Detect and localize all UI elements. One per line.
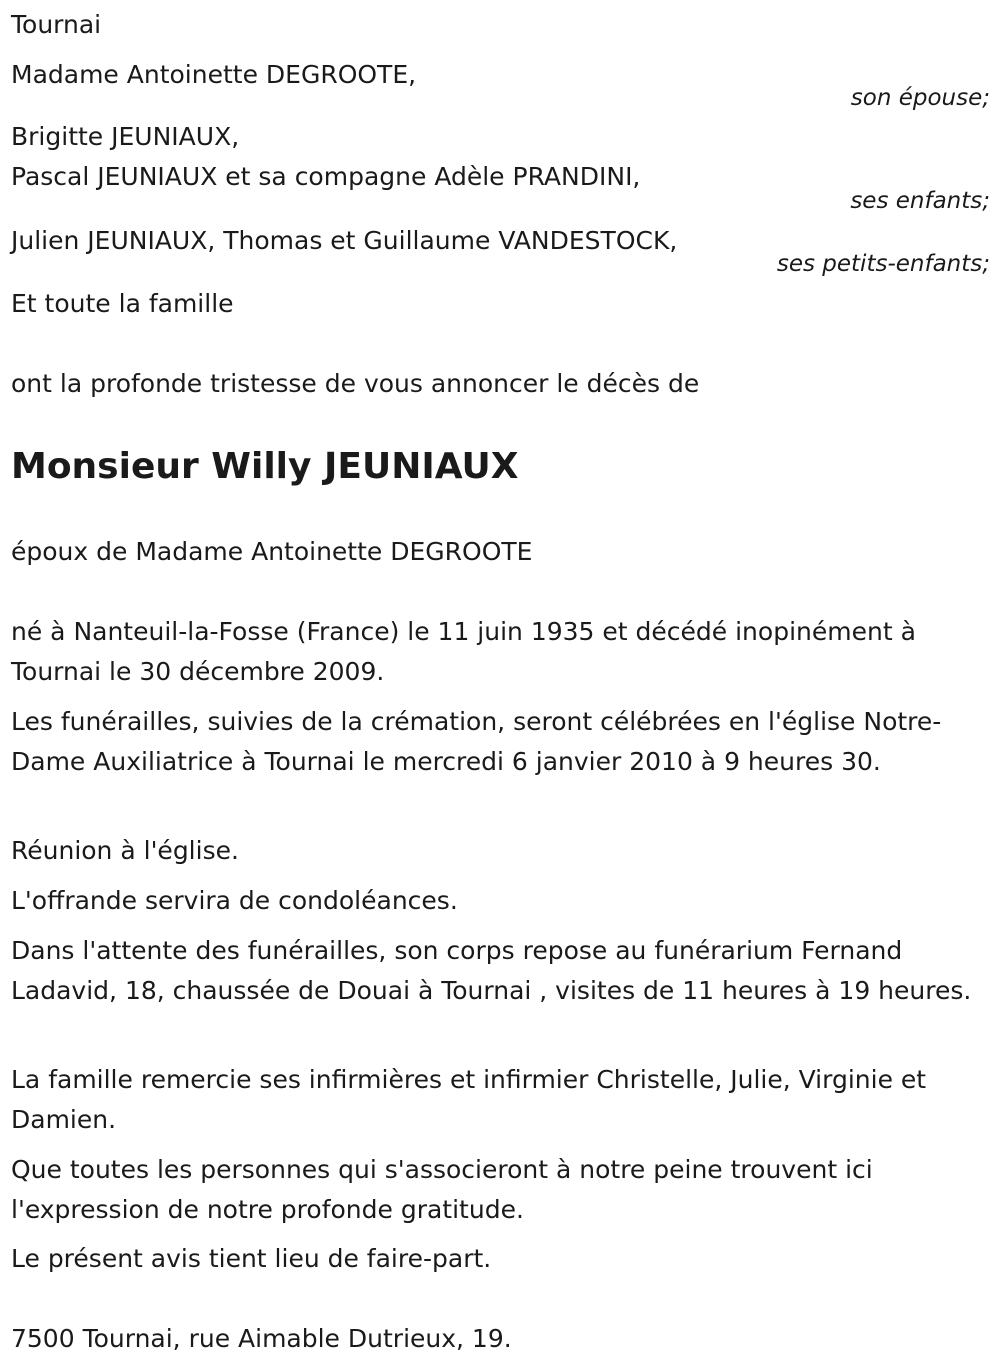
spouse-role: son épouse; — [850, 85, 990, 111]
deceased-name: Monsieur Willy JEUNIAUX — [11, 446, 519, 487]
notice-paragraph: Le présent avis tient lieu de faire-part. — [11, 1244, 492, 1273]
city-heading: Tournai — [11, 10, 102, 39]
thanks-nurses-paragraph: La famille remercie ses infirmières et infirmier Christelle, Julie, Virginie et Damien. — [11, 1065, 927, 1134]
child-name-1: Brigitte JEUNIAUX, — [11, 122, 240, 151]
spouse-name: Madame Antoinette DEGROOTE, — [11, 60, 417, 89]
gratitude-paragraph: Que toutes les personnes qui s'associeront à notre peine trouvent ici l'expression de notre profonde gratitude. — [11, 1155, 873, 1224]
meeting-paragraph: Réunion à l'église. — [11, 836, 239, 865]
offering-paragraph: L'offrande servira de condoléances. — [11, 886, 458, 915]
grandchildren-names: Julien JEUNIAUX, Thomas et Guillaume VANDESTOCK, — [11, 226, 678, 255]
funerarium-paragraph: Dans l'attente des funérailles, son corps repose au funérarium Fernand Ladavid, 18, chaussée de Douai à Tournai , visites de 11 heures à 19 heures. — [11, 936, 972, 1005]
funeral-paragraph: Les funérailles, suivies de la crémation, seront célébrées en l'église Notre-Dame Auxiliatrice à Tournai le mercredi 6 janvier 2010 à 9 heures 30. — [11, 707, 942, 776]
family-closing: Et toute la famille — [11, 289, 234, 318]
child-name-2: Pascal JEUNIAUX et sa compagne Adèle PRANDINI, — [11, 162, 641, 191]
address-line: 7500 Tournai, rue Aimable Dutrieux, 19. — [11, 1324, 512, 1353]
children-role: ses enfants; — [850, 188, 990, 214]
grandchildren-role: ses petits-enfants; — [776, 251, 990, 277]
announcement-text: ont la profonde tristesse de vous annoncer le décès de — [11, 369, 700, 398]
spouse-line: époux de Madame Antoinette DEGROOTE — [11, 537, 533, 566]
birth-death-paragraph: né à Nanteuil-la-Fosse (France) le 11 juin 1935 et décédé inopinément à Tournai le 30 décembre 2009. — [11, 617, 916, 686]
